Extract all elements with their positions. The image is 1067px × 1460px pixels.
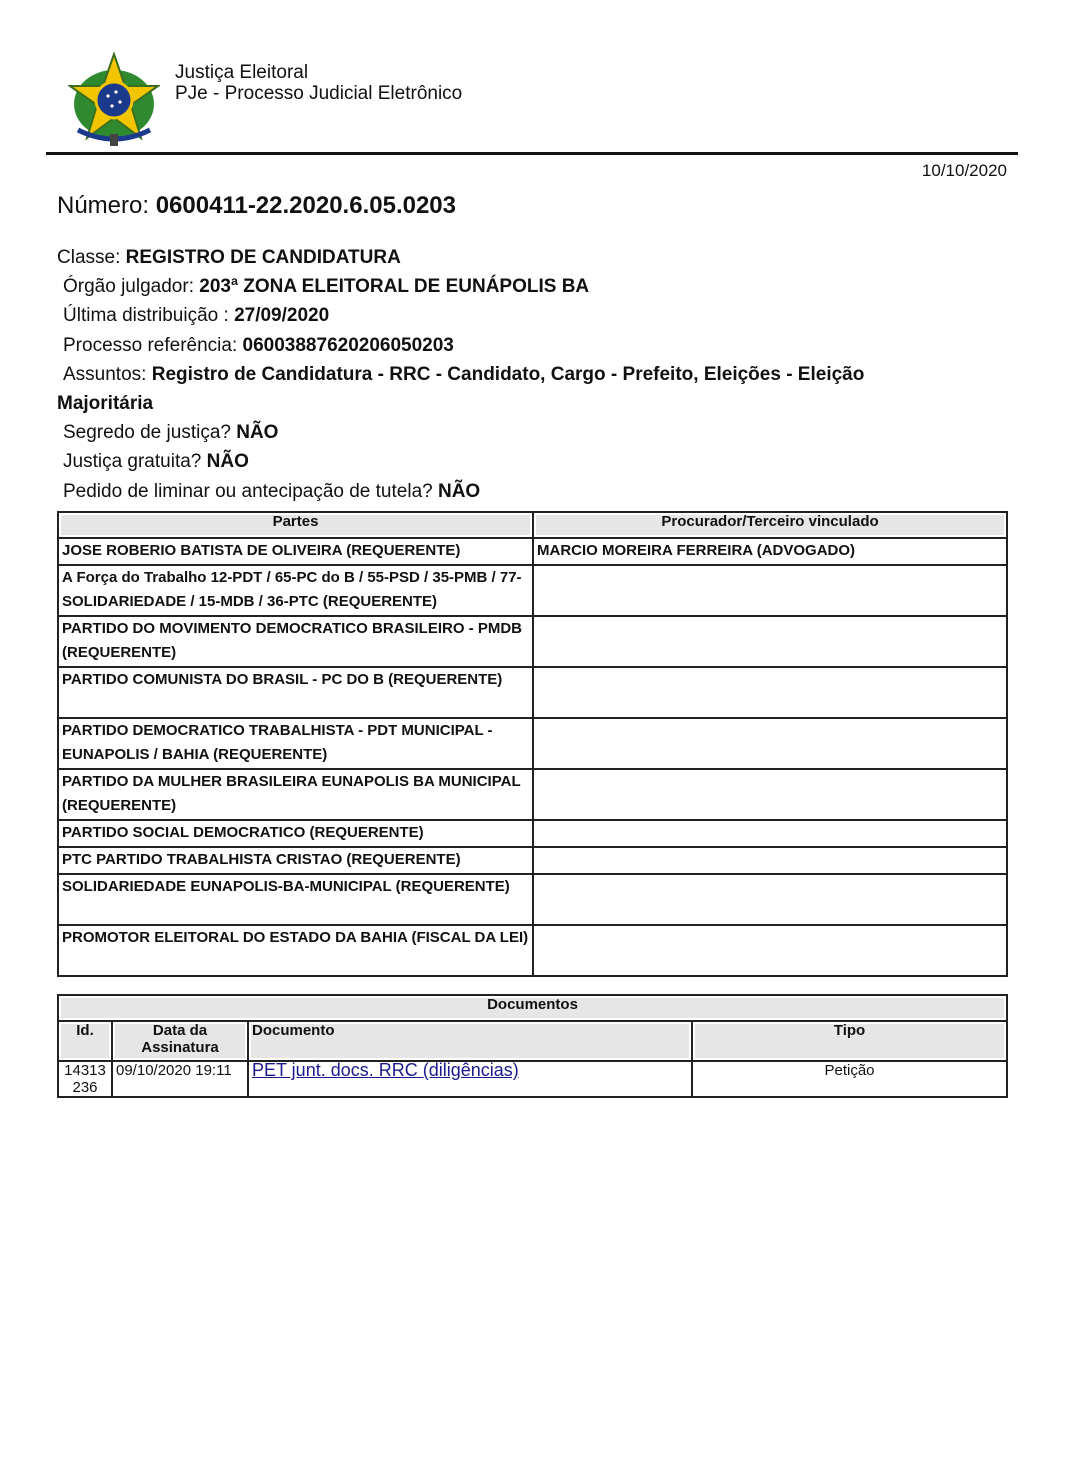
partes-table xyxy=(57,511,1008,977)
document-link[interactable]: PET junt. docs. RRC (diligências) xyxy=(252,1060,519,1080)
numero-value: 0600411-22.2020.6.05.0203 xyxy=(155,192,456,219)
parte-cell: PARTIDO SOCIAL DEMOCRATICO (REQUERENTE) xyxy=(58,820,533,847)
doc-data: 09/10/2020 19:11 xyxy=(112,1061,248,1097)
procurador-cell xyxy=(533,874,1007,925)
table-row xyxy=(58,718,1007,769)
procurador-cell xyxy=(533,847,1007,874)
table-row xyxy=(58,874,1007,925)
table-row xyxy=(58,538,1007,565)
table-row xyxy=(58,1061,1007,1097)
org-name: Justiça Eleitoral xyxy=(175,62,309,83)
procurador-cell: MARCIO MOREIRA FERREIRA (ADVOGADO) xyxy=(533,538,1007,565)
table-row xyxy=(58,820,1007,847)
parte-cell: JOSE ROBERIO BATISTA DE OLIVEIRA (REQUERENTE) xyxy=(58,538,533,565)
procurador-cell xyxy=(533,820,1007,847)
procurador-cell xyxy=(533,616,1007,667)
gratuita-value: NÃO xyxy=(206,451,249,473)
liminar-label: Pedido de liminar ou antecipação de tutela? xyxy=(63,480,433,502)
print-date: 10/10/2020 xyxy=(921,161,1007,180)
parte-cell: PARTIDO COMUNISTA DO BRASIL - PC DO B (REQUERENTE) xyxy=(58,667,533,718)
header-divider xyxy=(46,152,1018,155)
parte-cell: SOLIDARIEDADE EUNAPOLIS-BA-MUNICIPAL (REQUERENTE) xyxy=(58,874,533,925)
segredo-label: Segredo de justiça? xyxy=(63,422,231,444)
table-row xyxy=(58,667,1007,718)
distribuicao-value: 27/09/2020 xyxy=(234,305,330,327)
brazil-coat-of-arms-icon xyxy=(68,52,160,148)
classe-value: REGISTRO DE CANDIDATURA xyxy=(125,247,401,268)
doc-tipo: Petição xyxy=(692,1061,1007,1097)
table-row xyxy=(58,925,1007,976)
procurador-cell xyxy=(533,667,1007,718)
procurador-cell xyxy=(533,718,1007,769)
system-name: PJe - Processo Judicial Eletrônico xyxy=(175,83,463,104)
documentos-title: Documentos xyxy=(58,995,1007,1021)
table-row xyxy=(58,847,1007,874)
partes-header: Partes xyxy=(58,512,533,538)
liminar-value: NÃO xyxy=(437,480,481,502)
referencia-value: 06003887620206050203 xyxy=(242,334,454,356)
gratuita-label: Justiça gratuita? xyxy=(63,451,202,473)
orgao-label: Órgão julgador: xyxy=(63,276,194,298)
referencia-label: Processo referência: xyxy=(63,334,238,356)
assuntos-label: Assuntos: xyxy=(63,363,147,385)
id-header: Id. xyxy=(58,1021,112,1061)
orgao-value: 203ª ZONA ELEITORAL DE EUNÁPOLIS BA xyxy=(199,276,590,298)
parte-cell: PARTIDO DA MULHER BRASILEIRA EUNAPOLIS BA MUNICIPAL (REQUERENTE) xyxy=(58,769,533,820)
process-details xyxy=(57,243,957,506)
parte-cell: PARTIDO DO MOVIMENTO DEMOCRATICO BRASILEIRO - PMDB (REQUERENTE) xyxy=(58,616,533,667)
parte-cell: PARTIDO DEMOCRATICO TRABALHISTA - PDT MUNICIPAL - EUNAPOLIS / BAHIA (REQUERENTE) xyxy=(58,718,533,769)
procurador-cell xyxy=(533,925,1007,976)
doc-documento-cell xyxy=(248,1061,692,1097)
table-row xyxy=(58,769,1007,820)
documento-header: Documento xyxy=(248,1021,692,1061)
table-row xyxy=(58,565,1007,616)
documentos-table xyxy=(57,994,1008,1098)
assuntos-value: Registro de Candidatura - RRC - Candidato, Cargo - Prefeito, Eleições - Eleição xyxy=(151,363,865,385)
process-number xyxy=(57,192,456,220)
procurador-cell xyxy=(533,565,1007,616)
assuntos-value-continued: Majoritária xyxy=(57,393,154,415)
distribuicao-label: Última distribuição : xyxy=(63,305,229,327)
parte-cell: PROMOTOR ELEITORAL DO ESTADO DA BAHIA (FISCAL DA LEI) xyxy=(58,925,533,976)
numero-label: Número: xyxy=(57,192,150,219)
classe-label: Classe: xyxy=(57,247,121,268)
data-header: Data da Assinatura xyxy=(112,1021,248,1061)
doc-id: 14313236 xyxy=(58,1061,112,1097)
table-row xyxy=(58,616,1007,667)
parte-cell: A Força do Trabalho 12-PDT / 65-PC do B / 55-PSD / 35-PMB / 77-SOLIDARIEDADE / 15-MDB / 36-PTC (REQUERENTE) xyxy=(58,565,533,616)
segredo-value: NÃO xyxy=(236,422,279,444)
tipo-header: Tipo xyxy=(692,1021,1007,1061)
parte-cell: PTC PARTIDO TRABALHISTA CRISTAO (REQUERENTE) xyxy=(58,847,533,874)
procurador-cell xyxy=(533,769,1007,820)
procurador-header: Procurador/Terceiro vinculado xyxy=(533,512,1007,538)
